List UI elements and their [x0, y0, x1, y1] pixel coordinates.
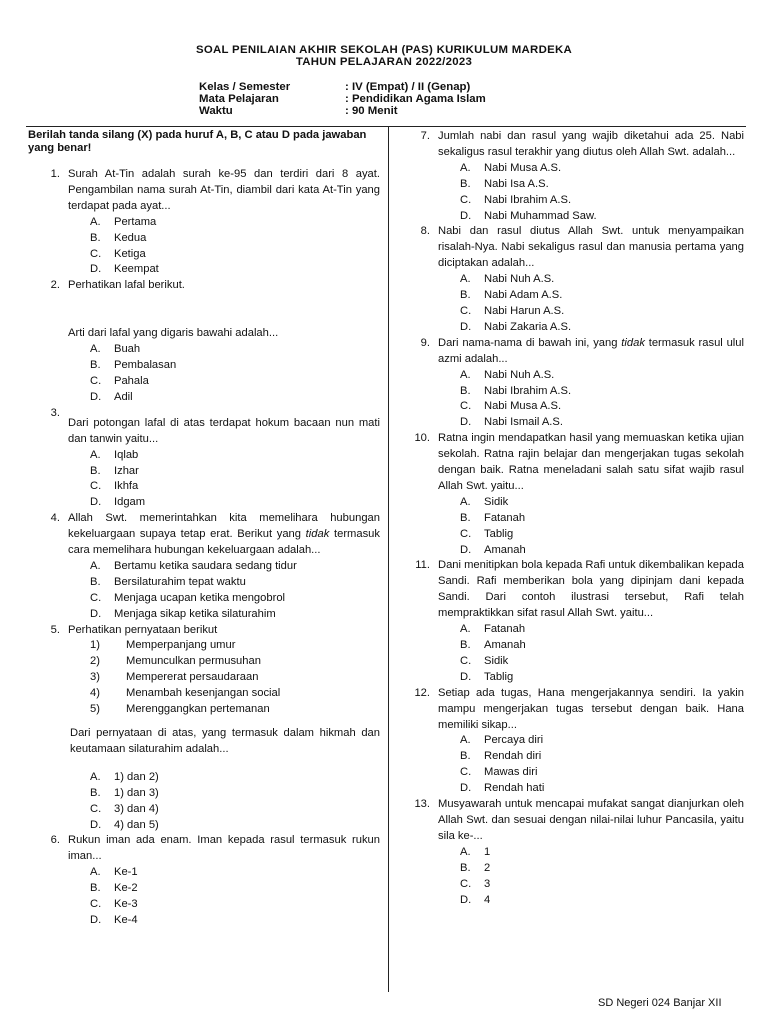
- question-stem: Jumlah nabi dan rasul yang wajib diketahui ada 25. Nabi sekaligus rasul terakhir yang diutus oleh Allah Swt. adalah...: [438, 130, 744, 158]
- question-stem: Perhatikan lafal berikut.: [68, 279, 185, 292]
- option-b[interactable]: B. 1) dan 3): [90, 786, 159, 799]
- option-d[interactable]: D. Menjaga sikap ketika silaturahim: [90, 607, 276, 620]
- option-b[interactable]: B. Kedua: [90, 231, 147, 244]
- option-d[interactable]: D. 4: [460, 893, 491, 906]
- option-b[interactable]: B. 2: [460, 861, 491, 874]
- instruction: Berilah tanda silang (X) pada huruf A, B, C atau D pada jawaban yang benar!: [28, 129, 367, 154]
- option-d[interactable]: D. Nabi Zakaria A.S.: [460, 320, 572, 333]
- option-a[interactable]: A. Bertamu ketika saudara sedang tidur: [90, 559, 297, 572]
- question-6: 6. Rukun iman ada enam. Iman kepada rasul termasuk rukun iman... A. Ke-1 B. Ke-2 C. Ke-3 D. Ke-4: [28, 833, 380, 928]
- arabic-text-placeholder: [68, 406, 380, 416]
- question-12: 12. Setiap ada tugas, Hana mengerjakannya sendiri. Ia yakin mampu mengerjakan tugas tersebut dengan baik. Hana memiliki sikap... A. Percaya diri B. Rendah diri C. Mawas diri D. Rendah hati: [398, 686, 744, 797]
- option-c[interactable]: C. Ikhfa: [90, 480, 139, 493]
- question-stem: Rukun iman ada enam. Iman kepada rasul termasuk rukun iman...: [68, 834, 380, 863]
- question-stem: Dari potongan lafal di atas terdapat hokum bacaan nun mati dan tanwin yaitu...: [68, 416, 380, 445]
- option-b[interactable]: B. Nabi Isa A.S.: [460, 177, 549, 190]
- question-3: 3. Dari potongan lafal di atas terdapat hokum bacaan nun mati dan tanwin yaitu... A. Iqlab B. Izhar C. Ikhfa D. Idgam: [28, 406, 380, 511]
- option-c[interactable]: C. Mawas diri: [460, 766, 538, 779]
- column-divider: [388, 126, 389, 992]
- option-b[interactable]: B. Fatanah: [460, 511, 526, 524]
- question-stem: Musyawarah untuk mencapai mufakat sangat dianjurkan oleh Allah Swt. dan sesuai dengan nilai-nilai luhur Pancasila, yaitu sila ke-...: [438, 798, 744, 842]
- option-d[interactable]: D. Rendah hati: [460, 782, 545, 795]
- option-a[interactable]: A. Nabi Nuh A.S.: [460, 368, 555, 381]
- option-b[interactable]: B. Ke-2: [90, 882, 138, 895]
- meta-row-time: Waktu : 90 Menit: [199, 105, 398, 118]
- option-a[interactable]: A. Percaya diri: [460, 734, 544, 747]
- option-d[interactable]: D. Tablig: [460, 670, 514, 683]
- statement-3: 3) Mempererat persaudaraan: [90, 671, 259, 684]
- exam-title-line2: TAHUN PELAJARAN 2022/2023: [295, 56, 473, 68]
- school-footer: SD Negeri 024 Banjar XII: [598, 997, 722, 1009]
- option-c[interactable]: C. Nabi Harun A.S.: [460, 304, 565, 317]
- option-a[interactable]: A. 1) dan 2): [90, 770, 159, 783]
- option-d[interactable]: D. Amanah: [460, 543, 526, 556]
- option-b[interactable]: B. Pembalasan: [90, 359, 177, 372]
- meta-row-class: Kelas / Semester : IV (Empat) / II (Genap): [199, 81, 471, 93]
- option-b[interactable]: B. Amanah: [460, 639, 526, 651]
- question-stem: Ratna ingin mendapatkan hasil yang memuaskan ketika ujian sekolah. Ratna rajin belajar dan mengerjakan tugas sekolah dengan baik. Ratna meneladani salah satu sifat wajib rasul Allah Swt. yaitu...: [438, 432, 744, 492]
- statement-2: 2) Memunculkan permusuhan: [90, 655, 261, 668]
- left-column: [28, 129, 380, 929]
- question-stem: Dani menitipkan bola kepada Rafi untuk dikembalikan kepada Sandi. Rafi memberikan bola yang dipinjam dani kepada Sandi. Dari contoh ilustrasi tersebut, Rafi telah mempraktikkan sifat rasul Allah Swt. yaitu...: [438, 559, 744, 620]
- meta-row-subject: Mata Pelajaran : Pendidikan Agama Islam: [199, 93, 486, 106]
- option-d[interactable]: D. Ke-4: [90, 913, 138, 926]
- option-c[interactable]: C. Menjaga ucapan ketika mengobrol: [90, 591, 286, 604]
- option-a[interactable]: A. Ke-1: [90, 866, 138, 879]
- option-c[interactable]: C. Nabi Ibrahim A.S.: [460, 193, 572, 206]
- option-a[interactable]: A. Buah: [90, 343, 141, 356]
- question-stem: Allah Swt. memerintahkan kita memelihara hubungan kekeluargaan supaya tetap erat. Berikut yang tidak termasuk cara memelihara hubungan kekeluargaan adalah...: [68, 512, 380, 557]
- question-9: 9. Dari nama-nama di bawah ini, yang tidak termasuk rasul ulul azmi adalah... A. Nabi Nuh A.S. B. Nabi Ibrahim A.S. C. Nabi Musa A.S. D. Nabi Ismail A.S.: [398, 336, 744, 431]
- question-4: 4. Allah Swt. memerintahkan kita memelihara hubungan kekeluargaan supaya tetap erat. Berikut yang tidak termasuk cara memelihara hubungan kekeluargaan adalah... A. Bertamu ketika saudara sedang tidur B. Bersilaturahim tepat waktu C. Menjaga ucapan ketika mengobrol D. Menjaga sikap ketika silaturahim: [28, 511, 380, 622]
- option-b[interactable]: B. Nabi Adam A.S.: [460, 289, 563, 302]
- statement-4: 4) Menambah kesenjangan social: [90, 687, 281, 700]
- option-d[interactable]: D. Idgam: [90, 496, 146, 509]
- option-c[interactable]: C. Sidik: [460, 654, 509, 667]
- question-stem: Surah At-Tin adalah surah ke-95 dan terdiri dari 8 ayat. Pengambilan nama surah At-Tin, diambil dari kata At-Tin yang terdapat pada ayat...: [68, 168, 380, 212]
- option-c[interactable]: C. Nabi Musa A.S.: [460, 400, 562, 413]
- option-a[interactable]: A. Nabi Nuh A.S.: [460, 273, 555, 286]
- question-5: 5. Perhatikan pernyataan berikut 1) Memperpanjang umur 2) Memunculkan permusuhan 3) Mempererat persaudaraan 4) Menambah kesenjangan social 5) Merenggangkan pertemanan Dari pernyataan di atas, yang termasuk dalam hikmah dan keutamaan silaturahim adalah... A. 1) dan 2) B. 1) dan 3) C. 3) dan 4) D. 4) dan 5): [28, 623, 380, 834]
- option-a[interactable]: A. Iqlab: [90, 448, 139, 461]
- question-stem: Perhatikan pernyataan berikut: [68, 623, 218, 636]
- option-c[interactable]: C. 3) dan 4): [90, 802, 159, 815]
- question-2: 2. Perhatikan lafal berikut. Arti dari lafal yang digaris bawahi adalah... A. Buah B. Pembalasan C. Pahala D. Adil: [28, 278, 380, 405]
- exam-meta: [199, 81, 486, 118]
- option-b[interactable]: B. Rendah diri: [460, 750, 542, 763]
- option-c[interactable]: C. 3: [460, 877, 491, 890]
- option-d[interactable]: D. Nabi Ismail A.S.: [460, 416, 563, 429]
- question-7: 7. Jumlah nabi dan rasul yang wajib diketahui ada 25. Nabi sekaligus rasul terakhir yang diutus oleh Allah Swt. adalah... A. Nabi Musa A.S. B. Nabi Isa A.S. C. Nabi Ibrahim A.S. D. Nabi Muhammad Saw.: [398, 129, 744, 224]
- option-a[interactable]: A. Fatanah: [460, 623, 526, 636]
- statement-5: 5) Merenggangkan pertemanan: [90, 703, 270, 716]
- option-a[interactable]: A. 1: [460, 845, 491, 858]
- question-13: 13. Musyawarah untuk mencapai mufakat sangat dianjurkan oleh Allah Swt. dan sesuai dengan nilai-nilai luhur Pancasila, yaitu sila ke-... A. 1 B. 2 C. 3 D. 4: [398, 797, 744, 908]
- statement-1: 1) Memperpanjang umur: [90, 639, 236, 652]
- question-stem: Nabi dan rasul diutus Allah Swt. untuk menyampaikan risalah-Nya. Nabi sekaligus rasul dan manusia pertama yang diciptakan adalah...: [438, 225, 744, 270]
- header-divider: [26, 126, 746, 127]
- question-stem: Dari nama-nama di bawah ini, yang tidak termasuk rasul ulul azmi adalah...: [438, 336, 745, 365]
- option-c[interactable]: C. Ke-3: [90, 898, 138, 911]
- option-d[interactable]: D. 4) dan 5): [90, 818, 159, 831]
- question-11: 11. Dani menitipkan bola kepada Rafi untuk dikembalikan kepada Sandi. Rafi memberikan bola yang dipinjam dani kepada Sandi. Dari contoh ilustrasi tersebut, Rafi telah mempraktikkan sifat rasul Allah Swt. yaitu... A. Fatanah B. Amanah C. Sidik D. Tablig: [398, 558, 744, 685]
- question-1: 1. Surah At-Tin adalah surah ke-95 dan terdiri dari 8 ayat. Pengambilan nama surah At-Tin, diambil dari kata At-Tin yang terdapat pada ayat... A. Pertama B. Kedua C. Ketiga D. Keempat: [28, 167, 380, 278]
- option-a[interactable]: A. Pertama: [90, 215, 157, 228]
- option-c[interactable]: C. Ketiga: [90, 247, 146, 260]
- question-8: 8. Nabi dan rasul diutus Allah Swt. untuk menyampaikan risalah-Nya. Nabi sekaligus rasul dan manusia pertama yang diciptakan adalah... A. Nabi Nuh A.S. B. Nabi Adam A.S. C. Nabi Harun A.S. D. Nabi Zakaria A.S.: [398, 224, 744, 335]
- exam-title: [0, 44, 768, 68]
- option-d[interactable]: D. Nabi Muhammad Saw.: [460, 209, 597, 222]
- question-stem-2: Dari pernyataan di atas, yang termasuk dalam hikmah dan keutamaan silaturahim adalah...: [70, 727, 380, 755]
- option-c[interactable]: C. Pahala: [90, 374, 149, 387]
- option-d[interactable]: D. Adil: [90, 390, 133, 403]
- option-a[interactable]: A. Nabi Musa A.S.: [460, 161, 562, 174]
- option-a[interactable]: A. Sidik: [460, 495, 509, 508]
- option-b[interactable]: B. Bersilaturahim tepat waktu: [90, 575, 246, 588]
- option-c[interactable]: C. Tablig: [460, 527, 514, 540]
- question-10: 10. Ratna ingin mendapatkan hasil yang memuaskan ketika ujian sekolah. Ratna rajin belajar dan mengerjakan tugas sekolah dengan baik. Ratna meneladani salah satu sifat wajib rasul Allah Swt. yaitu... A. Sidik B. Fatanah C. Tablig D. Amanah: [398, 431, 744, 558]
- question-stem-2: Arti dari lafal yang digaris bawahi adalah...: [68, 327, 279, 340]
- option-b[interactable]: B. Izhar: [90, 464, 139, 477]
- question-stem: Setiap ada tugas, Hana mengerjakannya sendiri. Ia yakin mampu mengerjakan tugas tersebut dengan baik. Hana memiliki sikap...: [438, 686, 744, 731]
- arabic-text-placeholder: [68, 294, 380, 326]
- exam-title-line1: SOAL PENILAIAN AKHIR SEKOLAH (PAS) KURIKULUM MARDEKA: [195, 44, 573, 56]
- right-column: [398, 129, 744, 908]
- option-d[interactable]: D. Keempat: [90, 263, 159, 276]
- option-b[interactable]: B. Nabi Ibrahim A.S.: [460, 384, 572, 397]
